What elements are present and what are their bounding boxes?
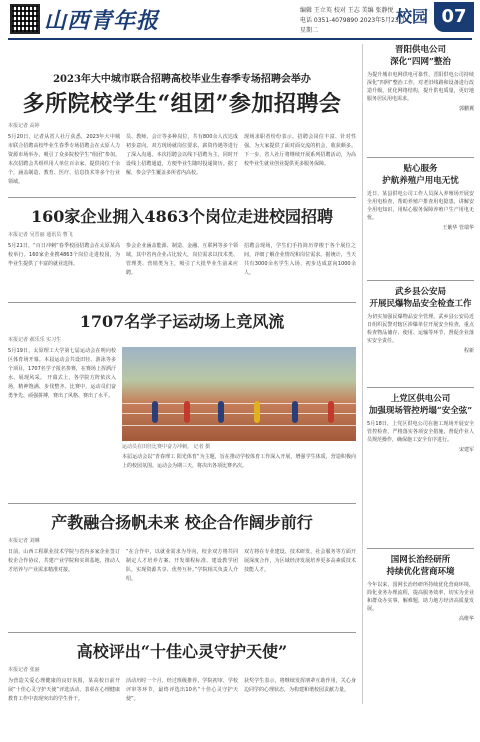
divider [367,548,474,549]
article-1-col-3: 现场求职者纷纷表示，招聘会岗位丰富、针对性强，为大家提供了面对面交流的机会，收获颇多。下一步，省人社厅将继续开展系列招聘活动，为高校毕业生就业创业提供更多服务保障。 [244,134,356,167]
sidebar-item [367,554,474,704]
sidebar-item-author: 郭鹏翼 [458,106,474,112]
article-5 [8,639,356,721]
article-4-col-2: “在合作中，以就业需求为导向，校企双方将共同制定人才培养方案、开发课程标准、建设教学团队，实现资源共享、优势互补。”学院相关负责人介绍。 [126,549,238,582]
article-3-byline: 本报记者 郝乐乐 实习生 [8,337,62,343]
article-3-col-1-text: 5月19日，太原理工大学第七届运动会在明向校区体育场开幕。本届运动会共设田径、游泳等多个项目，1707名学子报名参赛，在赛场上挥洒汗水、展现风采。 [8,348,116,381]
article-3-col-3: 本届运动会以“青春理工 阳光体育”为主题，旨在推动学校体育工作深入开展，增强学生体质，营造积极向上的校园氛围。运动会为期三天，将决出各项比赛名次。 [122,454,356,469]
article-1-headline: 多所院校学生“组团”参加招聘会 [22,91,342,117]
sidebar-item-author: 王紫华 管瑞华 [442,225,474,231]
article-2-col-3: 招聘会现场，学生们手持简历穿梭于各个展位之间，详细了解企业情况和岗位需求。据统计，当天共有3000余名学生入场，初步达成意向1000余人。 [244,243,356,276]
article-2-col-2: 参会企业涵盖能源、制造、金融、互联网等多个领域，其中省内企业占比较大，岗位需求以技术类、管理类、营销类为主，吸引了大批毕业生前来应聘。 [126,243,238,276]
article-4 [8,510,356,626]
divider [8,197,356,198]
article-5-byline: 本报记者 张丽 [8,667,40,673]
sidebar-item-body: 5月18日，上党区供电公司在施工现场开展安全管控检查，严格落实各项安全措施，督促作业人员规范操作，确保施工安全有序进行。 [367,421,474,443]
meta-line-1: 编辑 王立英 校对 王志 美编 张静悦 [300,7,394,14]
sidebar-item [367,286,474,382]
photo-caption: 运动员在田径比赛中奋力冲刺。 记者 摄 [122,444,211,450]
article-4-col-1: 日前，山西工程职业技术学院与省内多家企业签订校企合作协议，共建产业学院和实训基地，推动人才培养与产业需求精准对接。 [8,549,120,573]
sports-photo [122,347,356,441]
page-number: 07 [434,2,474,32]
article-5-headline: 高校评出“十佳心灵守护天使” [76,642,288,661]
sidebar-column [362,44,474,704]
sidebar-item-title: 武乡县公安局 开展民爆物品安全检查工作 [369,287,472,309]
masthead [0,0,480,42]
sidebar-item [367,44,474,152]
article-2-headline: 160家企业拥入4863个岗位走进校园招聘 [31,207,333,226]
article-1-col-1: 5月20日，记者从省人社厅获悉，2023年大中城市联合招聘高校毕业生春季专场招聘会在太原人力资源市场举办，吸引了众多院校学生“组团”参加。本次招聘会共组织用人单位百余家，提供岗位千余个，涵盖制造、教育、医疗、信息技术等多个行业领域。 [8,134,120,185]
article-2 [8,204,356,296]
sidebar-item-author: 高维华 [458,616,474,622]
article-2-byline: 本报记者 吴晋丽 通讯员 曹飞 [8,232,73,238]
section-title: 校园 [396,7,429,26]
article-4-headline: 产教融合扬帆未来 校企合作阔步前行 [51,513,313,532]
sidebar-item-title: 贴心服务 护航养殖户用电无忧 [382,164,459,186]
article-4-byline: 本报记者 刘琳 [8,538,40,544]
article-5-col-3: 获奖学生表示，将继续发挥朋辈互助作用，关心身边同学的心理状态，为构建和谐校园贡献力量。 [244,678,356,693]
article-3-col-2-text: 开幕式上，各学院方阵依次入场，精神饱满、步伐整齐。比赛中，运动员们奋勇争先、顽强拼搏，赛出了风格、赛出了水平。 [8,375,116,399]
article-1-byline: 本报记者 高婷 [8,123,40,129]
edition-meta [300,6,410,36]
article-3 [8,309,356,497]
divider [8,503,356,504]
article-5-col-1: 为营造关爱心理健康的良好氛围，某高校日前开展“十佳心灵守护天使”评选活动，表彰在心理健康教育工作中表现突出的学生骨干。 [8,678,120,702]
sidebar-item-author: 宋建军 [458,447,474,453]
divider [367,157,474,158]
sidebar-item-title: 晋阳供电公司 深化“四网”整治 [390,45,451,67]
qr-code-icon [10,4,40,34]
article-3-col-1 [8,347,116,497]
divider [367,387,474,388]
article-2-col-1: 5月21日，“百日冲刺”春季校园招聘会在太原某高校举行。160家企业携4863个岗位走进校园，为毕业生提供了丰富的就业选择。 [8,243,120,267]
sidebar-item-title: 国网长治经研所 持续优化营商环境 [386,555,455,577]
sidebar-item-title: 上党区供电公司 加强现场管控坍塌“安全弦” [368,394,473,416]
main-column [8,44,356,721]
newspaper-logo: 山西青年报 [44,8,160,34]
masthead-rule [8,38,472,40]
article-1-col-2: 员、教师、会计等多种岗位，共有800余人次达成初步意向。双方现场就岗位要求、薪资待遇等进行了深入沟通。本次招聘会以线下招聘为主，同时开设线上招聘通道，方便毕业生随时投递简历。据了解，参会学生覆盖多所省内高校。 [126,134,238,176]
sidebar-item-body: 为提升城市电网供电可靠性，晋阳供电公司持续深化“四网”整治工作，对老旧线路和设备进行改造升级，优化网络结构，提升供电质量，更好地服务居民用电需求。 [367,72,474,102]
divider [8,302,356,303]
article-1-kicker: 2023年大中城市联合招聘高校毕业生春季专场招聘会举办 [53,74,311,85]
sidebar-item-body: 近日，某县供电公司工作人员深入养殖场开展安全用电检查，帮助养殖户排查用电隐患，讲解安全用电知识，用贴心服务保障养殖户生产用电无忧。 [367,191,474,221]
article-4-col-3: 双方将在专业建设、技术研发、社会服务等方面开展深度合作，为区域经济发展培养更多高素质技术技能人才。 [244,549,356,573]
divider [8,632,356,633]
meta-line-2: 电话 0351-4079890 2023年5月23日 星期二 [300,17,405,34]
article-1 [8,70,356,191]
sidebar-item-author: 程新 [463,348,474,354]
sidebar-item [367,393,474,543]
sidebar-item [367,163,474,275]
sidebar-item-body: 今年以来，国网长治经研所持续优化营商环境，简化业务办理流程，提高服务效率，切实为企业和群众办实事、解难题，助力地方经济高质量发展。 [367,582,474,612]
article-5-col-2: 活动历时一个月，经过班级推荐、学院初审、学校评审等环节，最终评选出10名“十佳心灵守护天使”。 [126,678,238,702]
divider [367,280,474,281]
sidebar-item-body: 为切实加强民爆物品安全管理，武乡县公安局近日组织民警对辖区涉爆单位开展安全检查，重点检查物品储存、使用、运输等环节，督促企业落实安全责任。 [367,314,474,344]
article-3-headline: 1707名学子运动场上竞风流 [79,312,285,331]
